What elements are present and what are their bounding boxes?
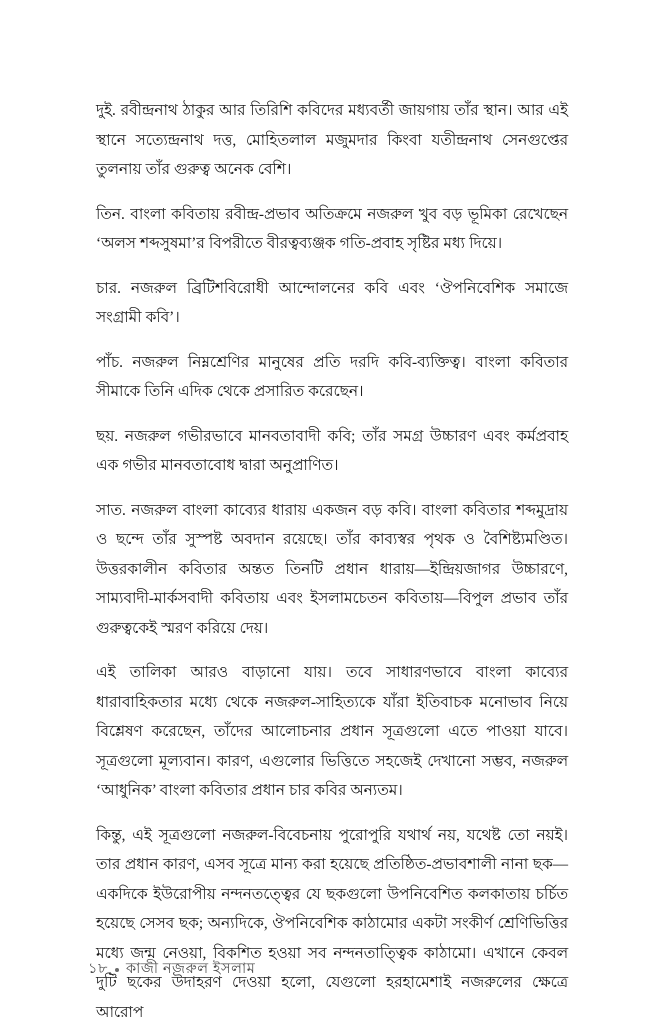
paragraph: ছয়. নজরুল গভীরভাবে মানবতাবাদী কবি; তাঁর সমগ্র উচ্চারণ এবং কর্মপ্রবাহ এক গভীর মানবতাবোধ দ্বারা অনুপ্রাণিত।: [96, 427, 568, 474]
running-title: কাজী নজরুল ইসলাম: [125, 961, 256, 977]
page-footer: [88, 958, 255, 982]
paragraph: এই তালিকা আরও বাড়ানো যায়। তবে সাধারণভাবে বাংলা কাব্যের ধারাবাহিকতার মধ্যে থেকে নজরুল-সাহিত্যকে যাঁরা ইতিবাচক মনোভাব নিয়ে বিশ্লেষণ করেছেন, তাঁদের আলোচনার প্রধান সূত্রগুলো এতে পাওয়া যাবে। সূত্রগুলো মূল্যবান। কারণ, এগুলোর ভিত্তিতে সহজেই দেখানো সম্ভব, নজরুল ‘আধুনিক’ বাংলা কবিতার প্রধান চার কবির অন্যতম।: [96, 664, 568, 799]
paragraph: দুই. রবীন্দ্রনাথ ঠাকুর আর তিরিশি কবিদের মধ্যবর্তী জায়গায় তাঁর স্থান। আর এই স্থানে সত্যেন্দ্রনাথ দত্ত, মোহিতলাল মজুমদার কিংবা যতীন্দ্রনাথ সেনগুপ্তের তুলনায় তাঁর গুরুত্ব অনেক বেশি।: [96, 102, 568, 178]
paragraph: পাঁচ. নজরুল নিম্নশ্রেণির মানুষের প্রতি দরদি কবি-ব্যক্তিত্ব। বাংলা কবিতার সীমাকে তিনি এদিক থেকে প্রসারিত করেছেন।: [96, 353, 568, 400]
paragraph: কিন্তু, এই সূত্রগুলো নজরুল-বিবেচনায় পুরোপুরি যথার্থ নয়, যথেষ্ট তো নয়ই। তার প্রধান কারণ, এসব সূত্রে মান্য করা হয়েছে প্রতিষ্ঠিত-প্রভাবশালী নানা ছক—একদিকে ইউরোপীয় নন্দনতত্ত্বের যে ছকগুলো উপনিবেশিত কলকাতায় চর্চিত হয়েছে সেসব ছক; অন্যদিকে, ঔপনিবেশিক কাঠামোর একটা সংকীর্ণ শ্রেণিভিত্তির মধ্যে জন্ম নেওয়া, বিকশিত হওয়া সব নন্দনতাত্ত্বিক কাঠামো। এখানে কেবল দুটি ছকের উদাহরণ দেওয়া হলো, যেগুলো হরহামেশাই নজরুলের ক্ষেত্রে আরোপ: [96, 826, 568, 1021]
bullet-separator-icon: [115, 968, 119, 972]
paragraph: তিন. বাংলা কবিতায় রবীন্দ্র-প্রভাব অতিক্রমে নজরুল খুব বড় ভূমিকা রেখেছেন ‘অলস শব্দসুষমা’র বিপরীতে বীরত্বব্যঞ্জক গতি-প্রবাহ সৃষ্টির মধ্য দিয়ে।: [96, 205, 568, 252]
paragraph: চার. নজরুল ব্রিটিশবিরোধী আন্দোলনের কবি এবং ‘ঔপনিবেশিক সমাজে সংগ্রামী কবি’।: [96, 279, 568, 326]
page-text-block: [96, 96, 568, 1024]
paragraph: সাত. নজরুল বাংলা কাব্যের ধারায় একজন বড় কবি। বাংলা কবিতার শব্দমুদ্রায় ও ছন্দে তাঁর সুস্পষ্ট অবদান রয়েছে। তাঁর কাব্যস্বর পৃথক ও বৈশিষ্ট্যমণ্ডিত। উত্তরকালীন কবিতার অন্তত তিনটি প্রধান ধারায়—ইন্দ্রিয়জাগর উচ্চারণে, সাম্যবাদী-মার্কসবাদী কবিতায় এবং ইসলামচেতন কবিতায়—বিপুল প্রভাব তাঁর গুরুত্বকেই স্মরণ করিয়ে দেয়।: [96, 501, 568, 637]
page-number: ১৮: [88, 961, 108, 977]
